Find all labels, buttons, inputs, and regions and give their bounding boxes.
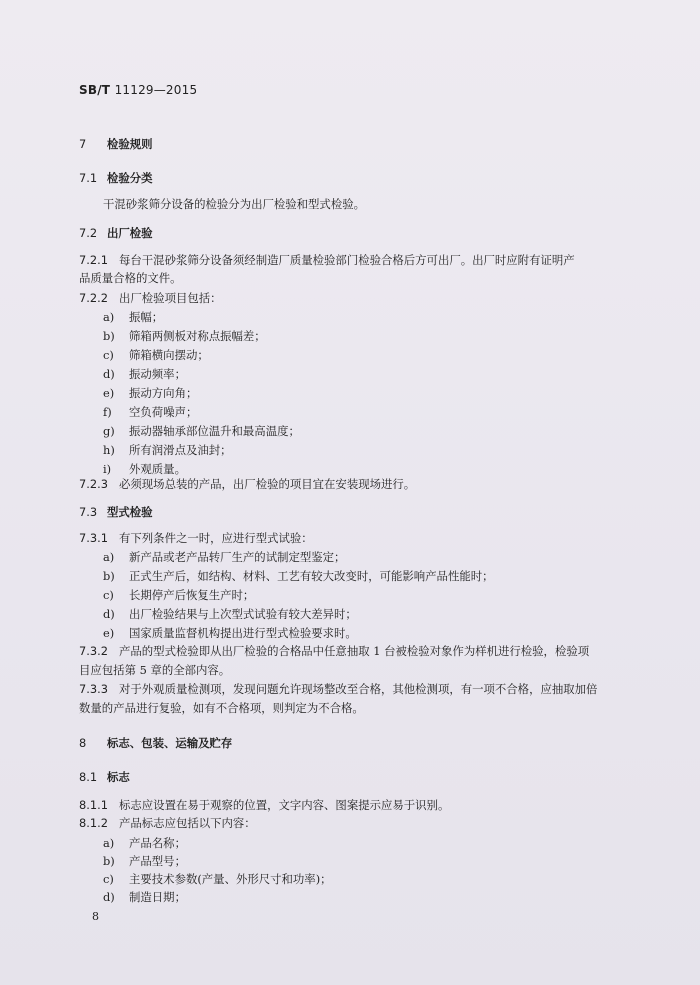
list-label: e) [103,386,115,400]
section-title: 型式检验 [107,505,153,519]
list-label: b) [103,569,115,583]
list-text: 产品名称； [129,836,186,850]
paragraph-text: 有下列条件之一时，应进行型式试验： [119,531,313,545]
list-text: 所有润滑点及油封； [129,443,232,457]
standard-code: SB/T [79,83,111,97]
paragraph-text: 出厂检验项目包括： [119,291,222,305]
clause-number: 7.2.1 [79,253,108,267]
section-8-1-heading [79,769,130,785]
list-label: a) [103,836,115,850]
section-number: 7.1 [79,171,98,185]
list-item [103,328,266,344]
clause-number: 7.2.2 [79,291,108,305]
section-number: 7.3 [79,505,98,519]
list-item [103,385,197,401]
list-text: 长期停产后恢复生产时； [129,588,255,602]
list-item [103,625,357,641]
list-text: 筛箱两侧板对称点振幅差； [129,329,266,343]
paragraph-8-1-1 [79,797,449,813]
list-item [103,853,186,869]
section-title: 检验分类 [107,171,153,185]
list-text: 筛箱横向摆动； [129,348,209,362]
list-text: 外观质量。 [129,462,186,476]
list-label: g) [103,424,115,438]
section-title: 标志、包装、运输及贮存 [107,736,233,750]
list-text: 出厂检验结果与上次型式试验有较大差异时； [129,607,357,621]
list-item [103,587,254,603]
paragraph-continuation: 目应包括第 5 章的全部内容。 [79,663,231,677]
list-label: a) [103,310,115,324]
section-number: 7 [79,137,87,151]
list-text: 振动器轴承部位温升和最高温度； [129,424,300,438]
list-label: a) [103,550,115,564]
list-text: 新产品或老产品转厂生产的试制定型鉴定； [129,550,346,564]
section-7-3-heading [79,504,153,520]
list-label: c) [103,348,114,362]
list-label: b) [103,854,115,868]
paragraph-text: 对于外观质量检测项，发现问题允许现场整改至合格，其他检测项，有一项不合格，应抽取加倍 [119,682,598,696]
list-item [103,423,300,439]
paragraph-text: 产品的型式检验即从出厂检验的合格品中任意抽取 1 台被检验对象作为样机进行检验，检验项 [119,644,590,658]
standard-number: 11129—2015 [114,83,198,97]
paragraph-continuation: 品质量合格的文件。 [79,271,182,285]
section-number: 7.2 [79,226,98,240]
section-7-2-heading [79,225,153,241]
paragraph-text: 标志应设置在易于观察的位置，文字内容、图案提示应易于识别。 [119,798,450,812]
list-text: 主要技术参数(产量、外形尺寸和功率)； [129,872,332,886]
paragraph-continuation: 数量的产品进行复验，如有不合格项，则判定为不合格。 [79,701,364,715]
list-item [103,347,209,363]
list-label: c) [103,872,114,886]
section-title: 出厂检验 [107,226,153,240]
list-item [103,549,345,565]
list-item [103,835,186,851]
section-8-heading [79,735,232,751]
list-label: d) [103,367,115,381]
list-item [103,568,494,584]
clause-number: 7.3.3 [79,682,108,696]
list-item [103,606,357,622]
list-text: 振幅； [129,310,164,324]
paragraph-text: 产品标志应包括以下内容： [119,816,256,830]
list-label: e) [103,626,115,640]
list-text: 振动频率； [129,367,186,381]
list-item [103,404,197,420]
clause-number: 8.1.1 [79,798,108,812]
paragraph-7-2-1 [79,252,575,268]
section-title: 检验规则 [107,137,153,151]
list-item [103,461,186,477]
section-number: 8.1 [79,770,98,784]
list-text: 国家质量监督机构提出进行型式检验要求时。 [129,626,357,640]
paragraph-text: 每台干混砂浆筛分设备须经制造厂质量检验部门检验合格后方可出厂。出厂时应附有证明产 [119,253,575,267]
paragraph-7-3-3 [79,681,597,697]
list-item [103,366,186,382]
section-title: 标志 [107,770,130,784]
list-label: d) [103,890,115,904]
paragraph-7-2-2 [79,290,222,306]
paragraph-7-3-1 [79,530,313,546]
list-text: 振动方向角； [129,386,198,400]
list-label: h) [103,443,115,457]
list-label: d) [103,607,115,621]
list-item [103,889,186,905]
page-header [79,83,197,97]
page-number: 8 [92,910,99,923]
list-label: c) [103,588,114,602]
paragraph-7-3-2 [79,643,589,659]
clause-number: 7.3.2 [79,644,108,658]
section-7-heading [79,136,153,152]
list-label: b) [103,329,115,343]
clause-number: 7.3.1 [79,531,108,545]
clause-number: 8.1.2 [79,816,108,830]
list-text: 产品型号； [129,854,186,868]
section-7-1-heading [79,170,153,186]
section-number: 8 [79,736,87,750]
paragraph-text: 必须现场总装的产品，出厂检验的项目宜在安装现场进行。 [119,477,416,491]
list-text: 空负荷噪声； [129,405,198,419]
list-item [103,442,232,458]
clause-number: 7.2.3 [79,477,108,491]
list-item [103,309,163,325]
list-text: 制造日期； [129,890,186,904]
paragraph: 干混砂浆筛分设备的检验分为出厂检验和型式检验。 [103,197,365,211]
list-text: 正式生产后，如结构、材料、工艺有较大改变时，可能影响产品性能时； [129,569,494,583]
list-label: i) [103,462,112,476]
paragraph-8-1-2 [79,815,256,831]
list-label: f) [103,405,112,419]
paragraph-7-2-3 [79,476,415,492]
list-item [103,871,332,887]
